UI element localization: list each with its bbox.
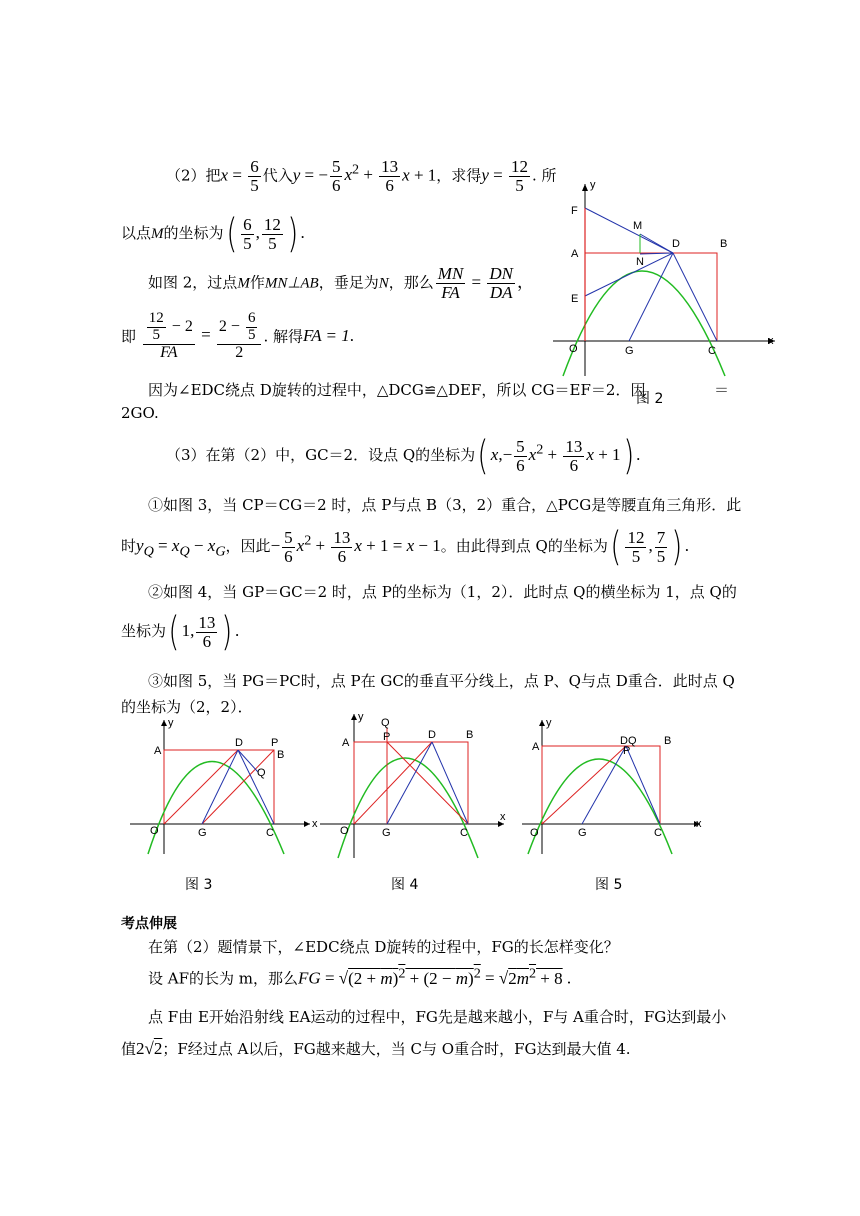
fig4-caption: 图 4 — [391, 877, 419, 893]
fig2-label-A: A — [571, 248, 579, 260]
fig4-label-P: P — [383, 731, 391, 743]
fig3-label-B: B — [277, 749, 285, 761]
fig3-caption: 图 3 — [185, 877, 213, 893]
p3-case1-b: 时$y_Q = x_Q - x_G$，因此− $\frac{5}{6}$ $x^2$ + $\frac{13}{6}$ x + 1 = x − 1。由此得到点 Q的坐标为( $\frac{12}{5}$ , $\frac{7}{5}$ ) . — [121, 524, 690, 570]
fig5-label-P: P — [623, 745, 631, 757]
fig3-label-C: C — [266, 827, 274, 839]
p2-line3: 如图 2，过点M作MN⊥AB，垂足为N，那么 $\frac{MN}{FA}$ = $\frac{DN}{DA}$ ， — [148, 264, 534, 302]
fig5-label-y: y — [546, 717, 552, 729]
fig5-caption: 图 5 — [595, 877, 623, 893]
fig2-label-y: y — [590, 179, 596, 191]
fig3-label-x: x — [312, 818, 318, 830]
p3-line1: （3）在第（2）中，GC＝2．设点 Q的坐标为( x,− $\frac{5}{6}$ $x^2$ + $\frac{13}{6}$ x + 1) . — [166, 433, 641, 479]
fig3-label-P: P — [271, 737, 279, 749]
figure-3 — [128, 714, 318, 859]
fig2-label-E: E — [571, 293, 579, 305]
ext-title: 考点伸展 — [121, 916, 177, 932]
fig4-label-Q: Q — [381, 717, 390, 729]
fig2-label-O: O — [569, 343, 578, 355]
p3-case2-b: 坐标为( 1, $\frac{13}{6}$ ) . — [121, 609, 240, 655]
fig2-label-N: N — [636, 256, 644, 268]
fig2-label-x: x — [768, 335, 774, 347]
fig4-label-O: O — [340, 825, 349, 837]
p2-line4: 即 $\frac{12}{5}$ − 2 FA = 2 − $\frac{6}{5}$ 2 . 解得FA = 1. — [121, 310, 354, 361]
p2-line5: 因为∠EDC绕点 D旋转的过程中，△DCG≌△DEF，所以 CG＝EF＝2．因 — [148, 381, 646, 399]
fig2-label-F: F — [571, 205, 578, 217]
fig3-label-G: G — [198, 827, 207, 839]
fig4-label-G: G — [382, 827, 391, 839]
fig4-label-B: B — [466, 729, 474, 741]
p3-case3-a: ③如图 5，当 PG＝PC时，点 P在 GC的垂直平分线上，点 P、Q与点 D重合．此时点 Q — [148, 672, 735, 690]
fig2-caption: 图 2 — [636, 391, 664, 407]
fig5-label-O: O — [530, 827, 539, 839]
ext-line2: 设 AF的长为 m，那么FG = $√(2 + m)^2 + (2 - m)^2 = √2m^2 + 8$ . — [148, 965, 572, 988]
fig3-label-y: y — [168, 717, 174, 729]
fig4-label-D: D — [428, 729, 436, 741]
p3-case3-b: 的坐标为（2，2）． — [121, 698, 253, 716]
fig5-label-G: G — [578, 827, 587, 839]
fig3-label-Q: Q — [257, 767, 266, 779]
fig4-label-C: C — [460, 827, 468, 839]
ext-line3: 点 F由 E开始沿射线 EA运动的过程中，FG先是越来越小，F与 A重合时，FG达到最小 — [148, 1008, 727, 1026]
fig2-label-G: G — [625, 345, 634, 357]
fig2-label-M: M — [633, 220, 643, 232]
p2-line1: （2）把x = $\frac{6}{5}$ 代入y = − $\frac{5}{6}$ $x^2$ + $\frac{13}{6}$ x + 1，求得y = $\frac{12}{5}$ . 所 — [166, 157, 557, 195]
fig4-label-A: A — [342, 737, 350, 749]
fig5-label-B: B — [664, 735, 672, 747]
figure-2 — [545, 176, 785, 386]
fig2-label-C: C — [708, 345, 716, 357]
fig3-label-A: A — [154, 745, 162, 757]
fig2-label-B: B — [720, 238, 728, 250]
p2-line2: 以点M的坐标为( $\frac{6}{5}$ , $\frac{12}{5}$ ) . — [121, 211, 305, 257]
fig5-label-x: x — [696, 818, 702, 830]
ext-line4: 值2√2；F经过点 A以后，FG越来越大，当 C与 O重合时，FG达到最大值 4. — [121, 1039, 631, 1058]
ext-line1: 在第（2）题情景下，∠EDC绕点 D旋转的过程中，FG的长怎样变化？ — [148, 938, 619, 956]
fig5-label-C: C — [654, 827, 662, 839]
figure-4 — [318, 710, 512, 860]
fig3-label-O: O — [150, 825, 159, 837]
fig4-label-y: y — [358, 711, 364, 723]
fig4-label-x: x — [500, 811, 506, 823]
p2-line6: 2GO. — [121, 404, 159, 422]
p3-case1-a: ①如图 3，当 CP＝CG＝2 时，点 P与点 B（3，2）重合，△PCG是等腰直角三角形．此 — [148, 496, 742, 514]
fig2-label-D: D — [672, 238, 680, 250]
fig5-label-A: A — [532, 741, 540, 753]
fig5-label-DQ: DQ — [620, 735, 637, 747]
fig3-label-D: D — [235, 737, 243, 749]
figure-5 — [520, 714, 710, 859]
p2-line5-tail: ＝ — [714, 381, 730, 399]
p3-case2-a: ②如图 4，当 GP＝GC＝2 时，点 P的坐标为（1，2）．此时点 Q的横坐标为 1，点 Q的 — [148, 583, 737, 601]
